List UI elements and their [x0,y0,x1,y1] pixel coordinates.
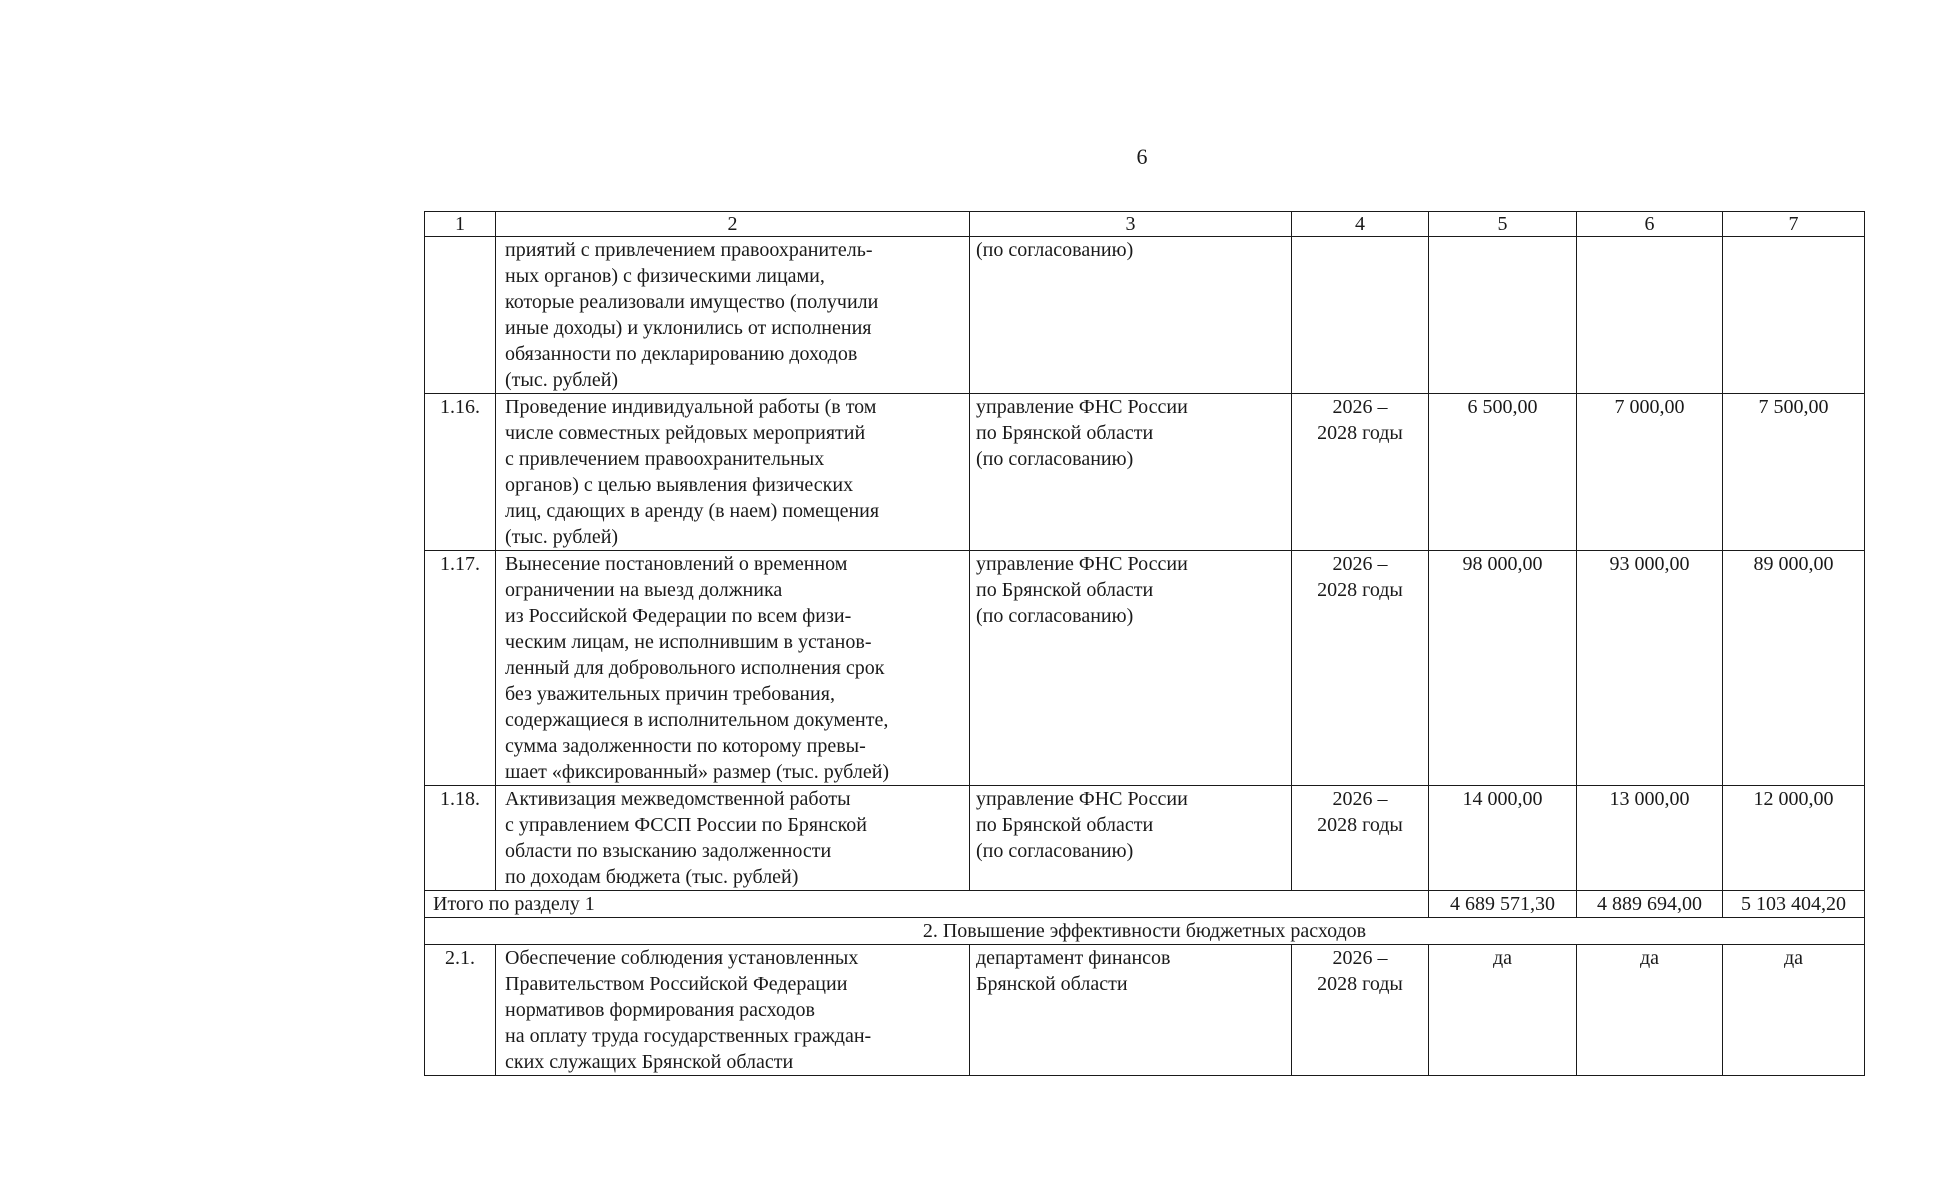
period-line: 2026 – [1332,947,1388,969]
row-number: 1.18. [425,786,496,891]
measure-description [496,945,970,1076]
executor-line: по Брянской области [976,579,1154,601]
description-line: ческим лицам, не исполнившим в установ- [505,631,872,653]
value-2027: 93 000,00 [1577,551,1723,786]
row-number [425,237,496,394]
measure-description [496,551,970,786]
row-number: 2.1. [425,945,496,1076]
executor-line: управление ФНС России [976,788,1188,810]
value-2026: да [1429,945,1577,1076]
period-line: 2026 – [1332,788,1388,810]
column-header: 6 [1577,212,1723,237]
value-2028 [1723,237,1865,394]
description-line: содержащиеся в исполнительном документе, [505,709,889,731]
total-label: Итого по разделу 1 [425,891,1429,918]
table-row [425,551,1865,786]
table-row [425,394,1865,551]
value-2028: 12 000,00 [1723,786,1865,891]
description-line: лиц, сдающих в аренду (в наем) помещения [505,500,880,522]
description-line: Вынесение постановлений о временном [505,553,848,575]
description-line: нормативов формирования расходов [505,999,815,1021]
period [1292,551,1429,786]
description-line: числе совместных рейдовых мероприятий [505,422,866,444]
column-header: 2 [496,212,970,237]
executor-line: (по согласованию) [976,840,1134,862]
description-line: органов) с целью выявления физических [505,474,854,496]
executor [970,237,1292,394]
description-line: Активизация межведомственной работы [505,788,851,810]
executor-line: департамент финансов [976,947,1171,969]
description-line: области по взысканию задолженности [505,840,832,862]
executor-line: по Брянской области [976,814,1154,836]
executor [970,945,1292,1076]
column-header-row [425,212,1865,237]
row-number: 1.17. [425,551,496,786]
column-header: 7 [1723,212,1865,237]
section-title: 2. Повышение эффективности бюджетных расходов [425,918,1865,945]
executor-line: (по согласованию) [976,605,1134,627]
value-2026: 14 000,00 [1429,786,1577,891]
value-2026: 6 500,00 [1429,394,1577,551]
executor [970,786,1292,891]
measure-description [496,237,970,394]
value-2027: 13 000,00 [1577,786,1723,891]
executor [970,551,1292,786]
description-line: с привлечением правоохранительных [505,448,825,470]
column-header: 3 [970,212,1292,237]
period-line: 2026 – [1332,396,1388,418]
description-line: на оплату труда государственных граждан- [505,1025,872,1047]
measure-description [496,394,970,551]
total-2026: 4 689 571,30 [1429,891,1577,918]
description-line: сумма задолженности по которому превы- [505,735,866,757]
description-line: приятий с привлечением правоохранитель- [505,239,873,261]
description-line: ленный для добровольного исполнения срок [505,657,885,679]
executor [970,394,1292,551]
executor-line: (по согласованию) [976,239,1134,261]
executor-line: управление ФНС России [976,396,1188,418]
executor-line: Брянской области [976,973,1128,995]
executor-line: (по согласованию) [976,448,1134,470]
value-2028: 89 000,00 [1723,551,1865,786]
description-line: Обеспечение соблюдения установленных [505,947,859,969]
description-line: (тыс. рублей) [505,369,619,391]
description-line: Правительством Российской Федерации [505,973,848,995]
value-2028: 7 500,00 [1723,394,1865,551]
period-line: 2028 годы [1317,422,1403,444]
description-line: с управлением ФССП России по Брянской [505,814,868,836]
description-line: обязанности по декларированию доходов [505,343,858,365]
row-number: 1.16. [425,394,496,551]
table-row [425,945,1865,1076]
measures-table [424,211,1865,1076]
column-header: 4 [1292,212,1429,237]
total-2028: 5 103 404,20 [1723,891,1865,918]
column-header: 1 [425,212,496,237]
description-line: из Российской Федерации по всем физи- [505,605,852,627]
section-total-row [425,891,1865,918]
description-line: ограничении на выезд должника [505,579,783,601]
page-number: 6 [1136,144,1148,169]
period-line: 2028 годы [1317,814,1403,836]
period [1292,394,1429,551]
value-2027 [1577,237,1723,394]
period-line: 2028 годы [1317,973,1403,995]
period-line: 2028 годы [1317,579,1403,601]
value-2026: 98 000,00 [1429,551,1577,786]
period [1292,237,1429,394]
description-line: (тыс. рублей) [505,526,619,548]
value-2027: 7 000,00 [1577,394,1723,551]
description-line: по доходам бюджета (тыс. рублей) [505,866,799,888]
description-line: без уважительных причин требования, [505,683,835,705]
description-line: Проведение индивидуальной работы (в том [505,396,877,418]
period [1292,945,1429,1076]
table-row [425,237,1865,394]
value-2028: да [1723,945,1865,1076]
measure-description [496,786,970,891]
description-line: иные доходы) и уклонились от исполнения [505,317,872,339]
executor-line: по Брянской области [976,422,1154,444]
value-2026 [1429,237,1577,394]
table-row [425,786,1865,891]
total-2027: 4 889 694,00 [1577,891,1723,918]
description-line: ских служащих Брянской области [505,1051,794,1073]
column-header: 5 [1429,212,1577,237]
executor-line: управление ФНС России [976,553,1188,575]
description-line: которые реализовали имущество (получили [505,291,879,313]
description-line: шает «фиксированный» размер (тыс. рублей) [505,761,890,783]
section-header-row [425,918,1865,945]
period-line: 2026 – [1332,553,1388,575]
value-2027: да [1577,945,1723,1076]
description-line: ных органов) с физическими лицами, [505,265,825,287]
period [1292,786,1429,891]
